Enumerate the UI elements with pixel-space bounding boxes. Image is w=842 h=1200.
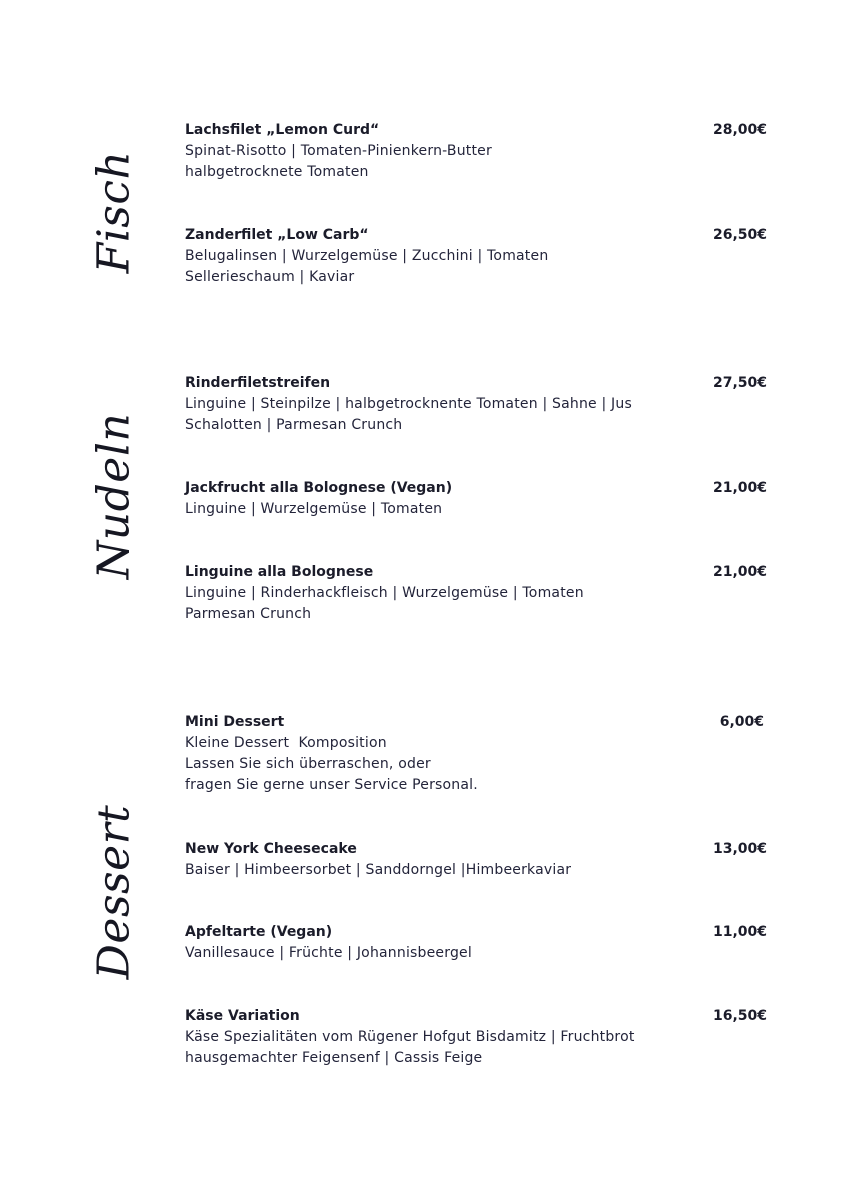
item-price: 28,00€ <box>712 122 767 138</box>
item-description: hausgemachter Feigensenf | Cassis Feige <box>185 1050 483 1066</box>
section-title-fisch: Fisch <box>88 150 140 274</box>
item-price: 27,50€ <box>712 375 767 391</box>
menu-item <box>185 1006 767 1069</box>
menu-item <box>185 225 767 288</box>
item-description: Baiser | Himbeersorbet | Sanddorngel |Himbeerkaviar <box>185 862 572 878</box>
section-title-dessert: Dessert <box>88 804 140 980</box>
item-description: Linguine | Steinpilze | halbgetrocknente Tomaten | Sahne | Jus <box>185 396 632 412</box>
item-description: Sellerieschaum | Kaviar <box>185 269 355 285</box>
item-name: Apfeltarte (Vegan) <box>185 924 333 940</box>
item-name: Käse Variation <box>185 1008 300 1024</box>
item-description: fragen Sie gerne unser Service Personal. <box>185 777 478 793</box>
item-description: Schalotten | Parmesan Crunch <box>185 417 403 433</box>
menu-item <box>185 562 767 625</box>
item-description: Spinat-Risotto | Tomaten-Pinienkern-Butter <box>185 143 492 159</box>
menu-item <box>185 478 767 520</box>
menu-item <box>185 120 767 183</box>
menu-item <box>185 922 767 964</box>
item-description: Linguine | Wurzelgemüse | Tomaten <box>185 501 443 517</box>
item-price: 6,00€ <box>719 714 764 730</box>
item-name: Linguine alla Bolognese <box>185 564 374 580</box>
item-name: Lachsfilet „Lemon Curd“ <box>185 122 380 138</box>
item-name: Zanderfilet „Low Carb“ <box>185 227 369 243</box>
section-title-nudeln: Nudeln <box>88 412 140 580</box>
item-description: Käse Spezialitäten vom Rügener Hofgut Bisdamitz | Fruchtbrot <box>185 1029 635 1045</box>
item-description: Linguine | Rinderhackfleisch | Wurzelgemüse | Tomaten <box>185 585 584 601</box>
item-price: 21,00€ <box>712 564 767 580</box>
menu-item <box>185 839 767 881</box>
item-description: Kleine Dessert Komposition <box>185 735 387 751</box>
item-price: 26,50€ <box>712 227 767 243</box>
item-price: 13,00€ <box>712 841 767 857</box>
item-description: Vanillesauce | Früchte | Johannisbeergel <box>185 945 472 961</box>
item-name: Rinderfiletstreifen <box>185 375 331 391</box>
menu-item <box>185 373 767 436</box>
item-description: halbgetrocknete Tomaten <box>185 164 369 180</box>
item-description: Belugalinsen | Wurzelgemüse | Zucchini | Tomaten <box>185 248 549 264</box>
item-price: 11,00€ <box>712 924 767 940</box>
item-name: New York Cheesecake <box>185 841 357 857</box>
item-description: Lassen Sie sich überraschen, oder <box>185 756 431 772</box>
item-price: 21,00€ <box>712 480 767 496</box>
item-name: Jackfrucht alla Bolognese (Vegan) <box>185 480 453 496</box>
menu-item <box>185 712 767 796</box>
item-description: Parmesan Crunch <box>185 606 312 622</box>
item-name: Mini Dessert <box>185 714 285 730</box>
item-price: 16,50€ <box>712 1008 767 1024</box>
